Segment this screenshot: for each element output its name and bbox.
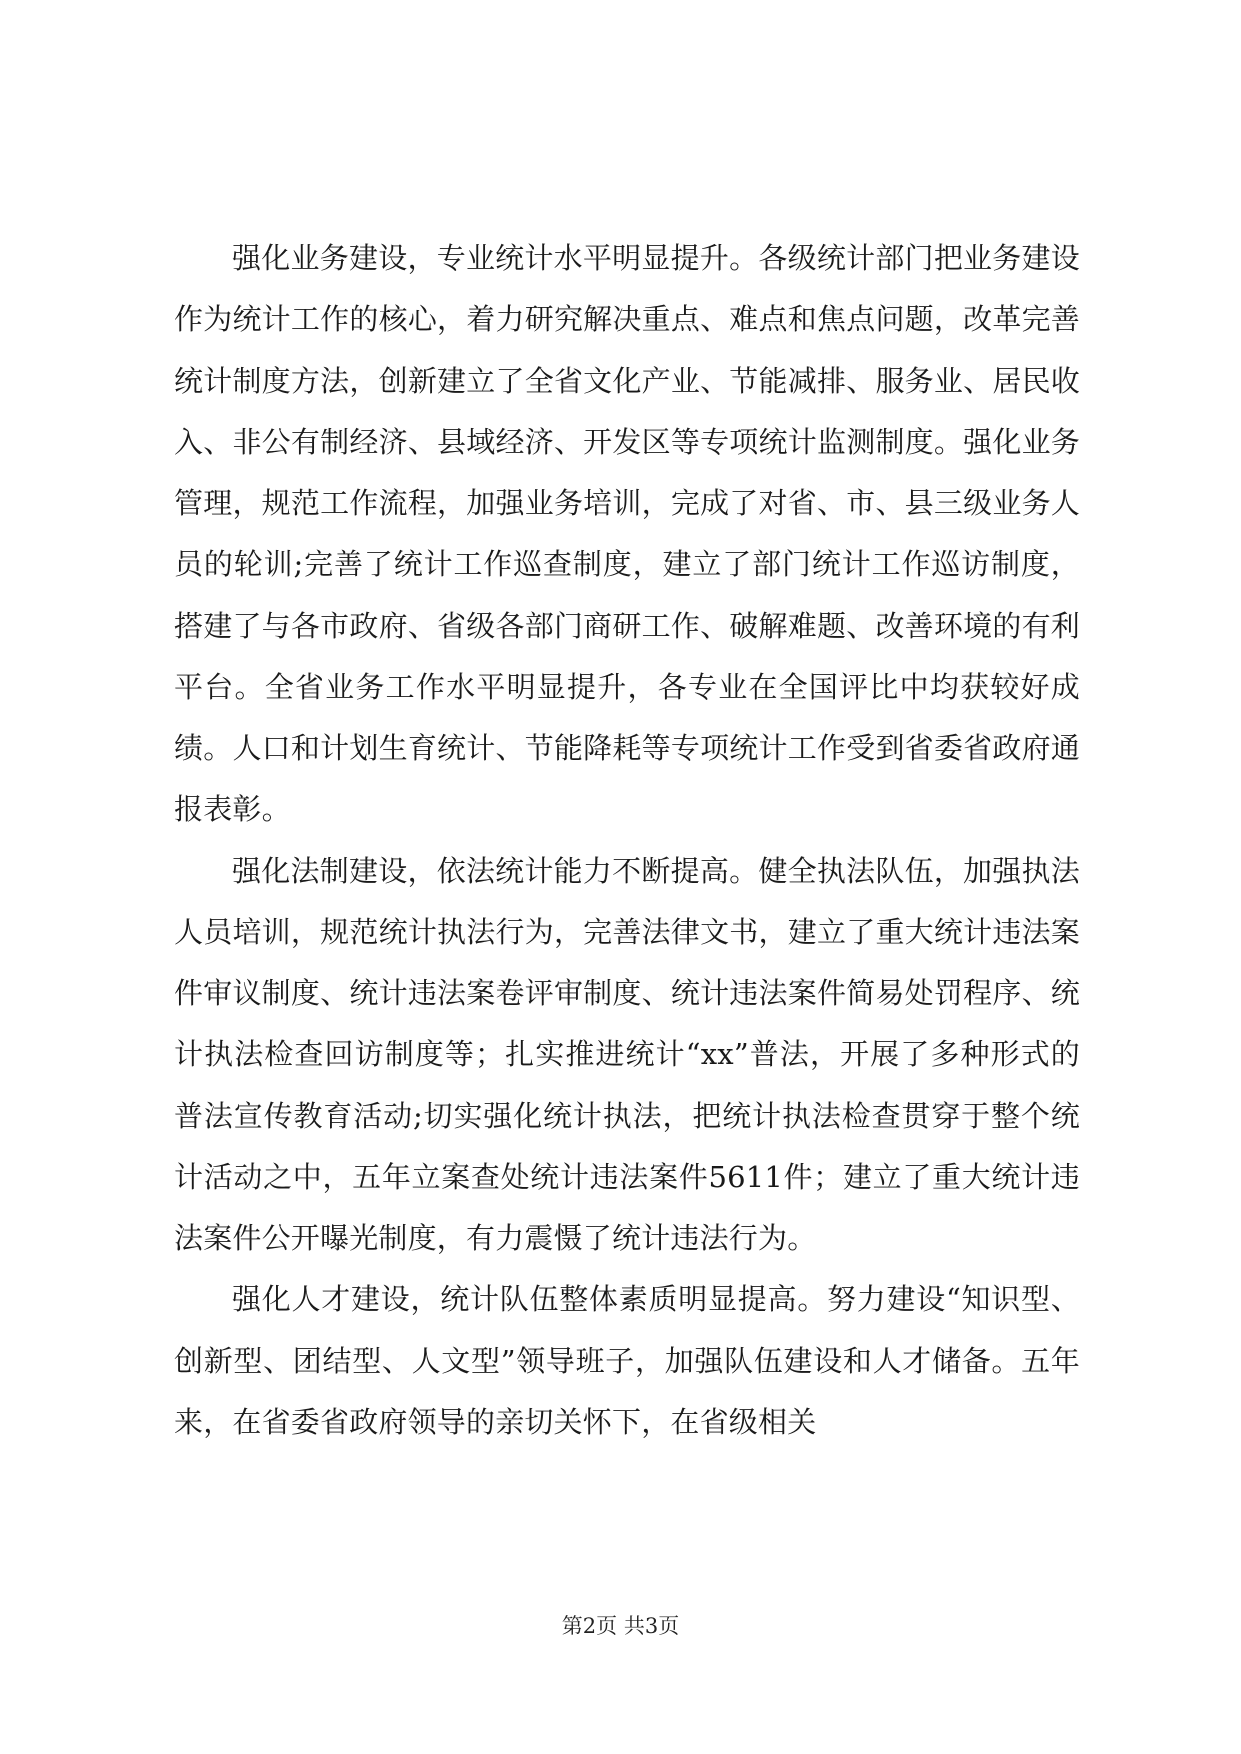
page-number-footer: 第2页 共3页 <box>561 1614 680 1638</box>
paragraph-legal-construction: 强化法制建设，依法统计能力不断提高。健全执法队伍，加强执法人员培训，规范统计执法行为，完善法律文书，建立了重大统计违法案件审议制度、统计违法案卷评审制度、统计违法案件简易处罚程序、统计执法检查回访制度等；扎实推进统计“xx”普法，开展了多种形式的普法宣传教育活动;切实强化统计执法，把统计执法检查贯穿于整个统计活动之中，五年立案查处统计违法案件5611件；建立了重大统计违法案件公开曝光制度，有力震慑了统计违法行为。 <box>174 853 1080 1255</box>
document-body <box>174 228 1080 1453</box>
paragraph-business-construction: 强化业务建设，专业统计水平明显提升。各级统计部门把业务建设作为统计工作的核心，着力研究解决重点、难点和焦点问题，改革完善统计制度方法，创新建立了全省文化产业、节能减排、服务业、居民收入、非公有制经济、县域经济、开发区等专项统计监测制度。强化业务管理，规范工作流程，加强业务培训，完成了对省、市、县三级业务人员的轮训;完善了统计工作巡查制度，建立了部门统计工作巡访制度，搭建了与各市政府、省级各部门商研工作、破解难题、改善环境的有利平台。全省业务工作水平明显提升，各专业在全国评比中均获较好成绩。人口和计划生育统计、节能降耗等专项统计工作受到省委省政府通报表彰。 <box>174 241 1080 827</box>
paragraph-talent-construction: 强化人才建设，统计队伍整体素质明显提高。努力建设“知识型、创新型、团结型、人文型”领导班子，加强队伍建设和人才储备。五年来，在省委省政府领导的亲切关怀下，在省级相关 <box>174 1282 1080 1439</box>
